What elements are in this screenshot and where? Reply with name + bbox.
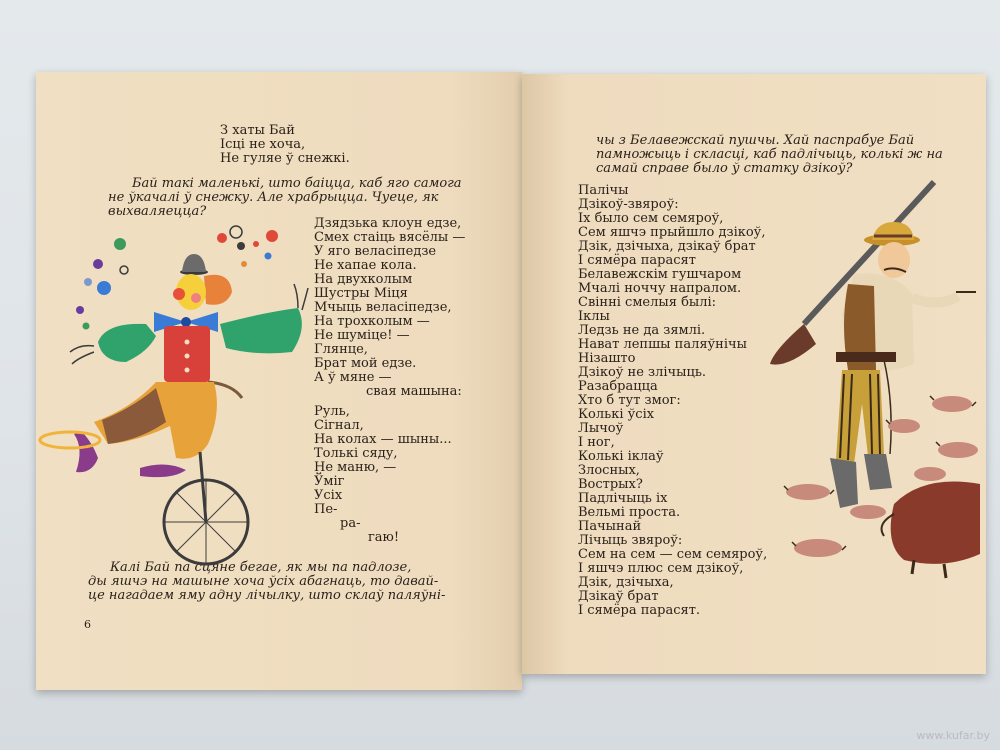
poem-line: Пачынай <box>578 519 642 534</box>
verse-line: Не гуляе ў снежкі. <box>220 151 350 166</box>
prose-line: самай справе было ў статку дзікоў? <box>596 161 853 176</box>
poem-line: А ў мяне — <box>314 370 392 385</box>
left-page <box>36 72 522 690</box>
poem-line: Белавежскім гушчаром <box>578 267 742 282</box>
poem-line: Злосных, <box>578 463 640 478</box>
poem-line: Іх было сем семяроў, <box>578 211 724 226</box>
poem-line: Хто б тут змог: <box>578 393 681 408</box>
poem-line: І ног, <box>578 435 615 450</box>
poem-line: Руль, <box>314 404 350 419</box>
poem-line: Шустры Міця <box>314 286 408 301</box>
poem-line: На трохколым — <box>314 314 430 329</box>
poem-line: Дзік, дзічыха, дзікаў брат <box>578 239 756 254</box>
poem-line: Не шуміце! — <box>314 328 410 343</box>
poem-line: Колькі ўсіх <box>578 407 655 422</box>
poem-line: Дзікоў не злічыць. <box>578 365 707 380</box>
poem-line: Лычоў <box>578 421 624 436</box>
poem-line: Сем яшчэ прыйшло дзікоў, <box>578 225 766 240</box>
prose-line: памножыць і скласці, каб падлічыць, колькі ж на <box>596 147 943 162</box>
poem-line: Вострых? <box>578 477 643 492</box>
poem-line: Брат мой едзе. <box>314 356 417 371</box>
poem-line: Мчалі ноччу напралом. <box>578 281 742 296</box>
verse-line: Ісці не хоча, <box>220 137 306 152</box>
poem-line: На двухколым <box>314 272 413 287</box>
prose-line: Бай такі маленькі, што баіцца, каб яго самога <box>132 176 462 191</box>
prose-line: це нагадаем яму адну лічылку, што склаў паляўні- <box>88 588 446 603</box>
poem-line: Усіх <box>314 488 343 503</box>
prose-line: ды яшчэ на машыне хоча ўсіх абагнаць, то давай- <box>88 574 439 589</box>
poem-line: Ўміг <box>314 474 345 489</box>
poem-line: Дзікоў-звяроў: <box>578 197 679 212</box>
prose-line: чы з Белавежскай пушчы. Хай паспрабуе Бай <box>596 133 915 148</box>
poem-line: Ледзь не да зямлі. <box>578 323 706 338</box>
poem-line: Глянце, <box>314 342 368 357</box>
poem-step: гаю! <box>368 530 400 545</box>
verse-line: З хаты Бай <box>220 123 295 138</box>
poem-line: І сямёра парасят. <box>578 603 701 618</box>
poem-line: Пе- <box>314 502 338 517</box>
poem-line: Падлічыць іх <box>578 491 668 506</box>
poem-line: Іклы <box>578 309 610 324</box>
poem-line: Не хапае кола. <box>314 258 417 273</box>
poem-line-indented: свая машына: <box>366 384 462 399</box>
poem-line: І сямёра парасят <box>578 253 696 268</box>
prose-line: Калі Бай па сцяне бегае, як мы па падлозе, <box>110 560 412 575</box>
poem-line: На колах — шыны... <box>314 432 452 447</box>
prose-line: выхваляецца? <box>108 204 207 219</box>
poem-line: Палічы <box>578 183 629 198</box>
poem-line: Дзядзька клоун едзе, <box>314 216 462 231</box>
hunter-boars-illustration <box>744 174 984 614</box>
poem-line: У яго веласіпедзе <box>314 244 437 259</box>
right-page <box>522 74 986 674</box>
poem-line: Сем на сем — сем семяроў, <box>578 547 768 562</box>
poem-line: Нават лепшы паляўнічы <box>578 337 747 352</box>
poem-line: Дзікаў брат <box>578 589 659 604</box>
poem-line: І яшчэ плюс сем дзікоў, <box>578 561 744 576</box>
poem-line: Не маню, — <box>314 460 397 475</box>
poem-line: Нізашто <box>578 351 636 366</box>
prose-line: не ўкачалі ў снежку. Але храбрыцца. Чуеце, як <box>108 190 439 205</box>
poem-line: Свінні смелыя былі: <box>578 295 717 310</box>
poem-line: Мчыць веласіпедзе, <box>314 300 452 315</box>
poem-line: Толькі сяду, <box>314 446 398 461</box>
poem-line: Сігнал, <box>314 418 364 433</box>
clown-unicycle-illustration <box>36 212 316 572</box>
poem-line: Колькі іклаў <box>578 449 664 464</box>
poem-step: ра- <box>340 516 361 531</box>
poem-line: Дзік, дзічыха, <box>578 575 674 590</box>
page-number: 6 <box>84 618 91 631</box>
poem-line: Лічыць звяроў: <box>578 533 683 548</box>
watermark: www.kufar.by <box>916 729 990 742</box>
poem-line: Разабрацца <box>578 379 658 394</box>
poem-line: Смех стаіць вясёлы — <box>314 230 466 245</box>
poem-line: Вельмі проста. <box>578 505 681 520</box>
